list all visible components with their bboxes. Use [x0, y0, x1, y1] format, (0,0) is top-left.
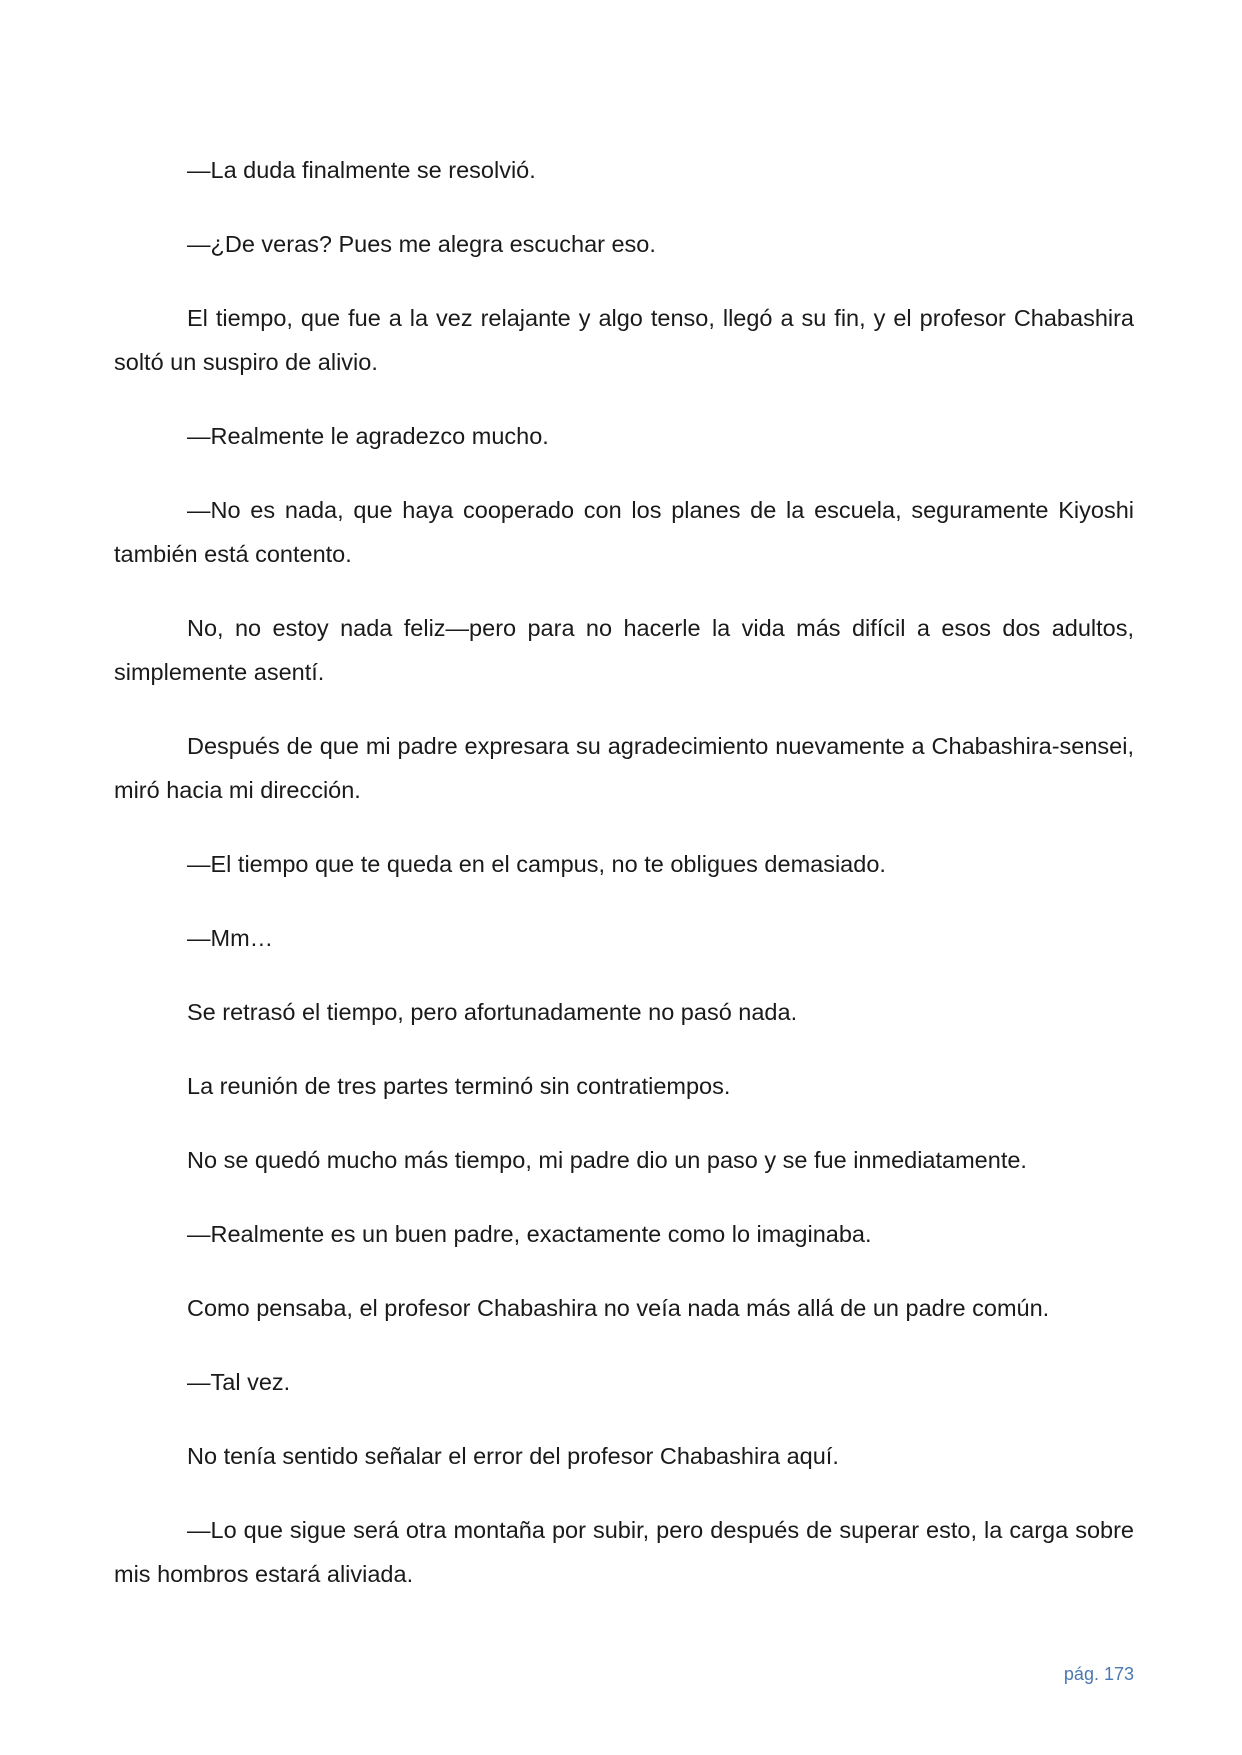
- paragraph: El tiempo, que fue a la vez relajante y algo tenso, llegó a su fin, y el profesor Chabashira soltó un suspiro de alivio.: [114, 305, 1134, 375]
- paragraph: Como pensaba, el profesor Chabashira no veía nada más allá de un padre común.: [187, 1295, 1050, 1321]
- paragraph: —Tal vez.: [187, 1369, 291, 1395]
- paragraph: Después de que mi padre expresara su agradecimiento nuevamente a Chabashira-sensei, miró hacia mi dirección.: [114, 733, 1134, 803]
- paragraph: —No es nada, que haya cooperado con los planes de la escuela, seguramente Kiyoshi también está contento.: [114, 497, 1134, 567]
- paragraph: No se quedó mucho más tiempo, mi padre dio un paso y se fue inmediatamente.: [187, 1147, 1027, 1173]
- paragraph: Se retrasó el tiempo, pero afortunadamente no pasó nada.: [187, 999, 798, 1025]
- paragraph: —¿De veras? Pues me alegra escuchar eso.: [187, 231, 656, 257]
- paragraph: —Realmente le agradezco mucho.: [187, 423, 549, 449]
- paragraph: —Realmente es un buen padre, exactamente como lo imaginaba.: [187, 1221, 872, 1247]
- paragraph: La reunión de tres partes terminó sin contratiempos.: [187, 1073, 731, 1099]
- paragraph: —Lo que sigue será otra montaña por subir, pero después de superar esto, la carga sobre mis hombros estará aliviada.: [114, 1517, 1134, 1587]
- paragraph: —Mm…: [187, 925, 274, 951]
- paragraph: —El tiempo que te queda en el campus, no te obligues demasiado.: [187, 851, 886, 877]
- paragraph: —La duda finalmente se resolvió.: [187, 157, 536, 183]
- paragraph: No tenía sentido señalar el error del profesor Chabashira aquí.: [187, 1443, 839, 1469]
- paragraph: No, no estoy nada feliz—pero para no hacerle la vida más difícil a esos dos adultos, simplemente asentí.: [114, 615, 1134, 685]
- page-number: pág. 173: [1063, 1664, 1134, 1684]
- document-body: [114, 148, 1134, 1626]
